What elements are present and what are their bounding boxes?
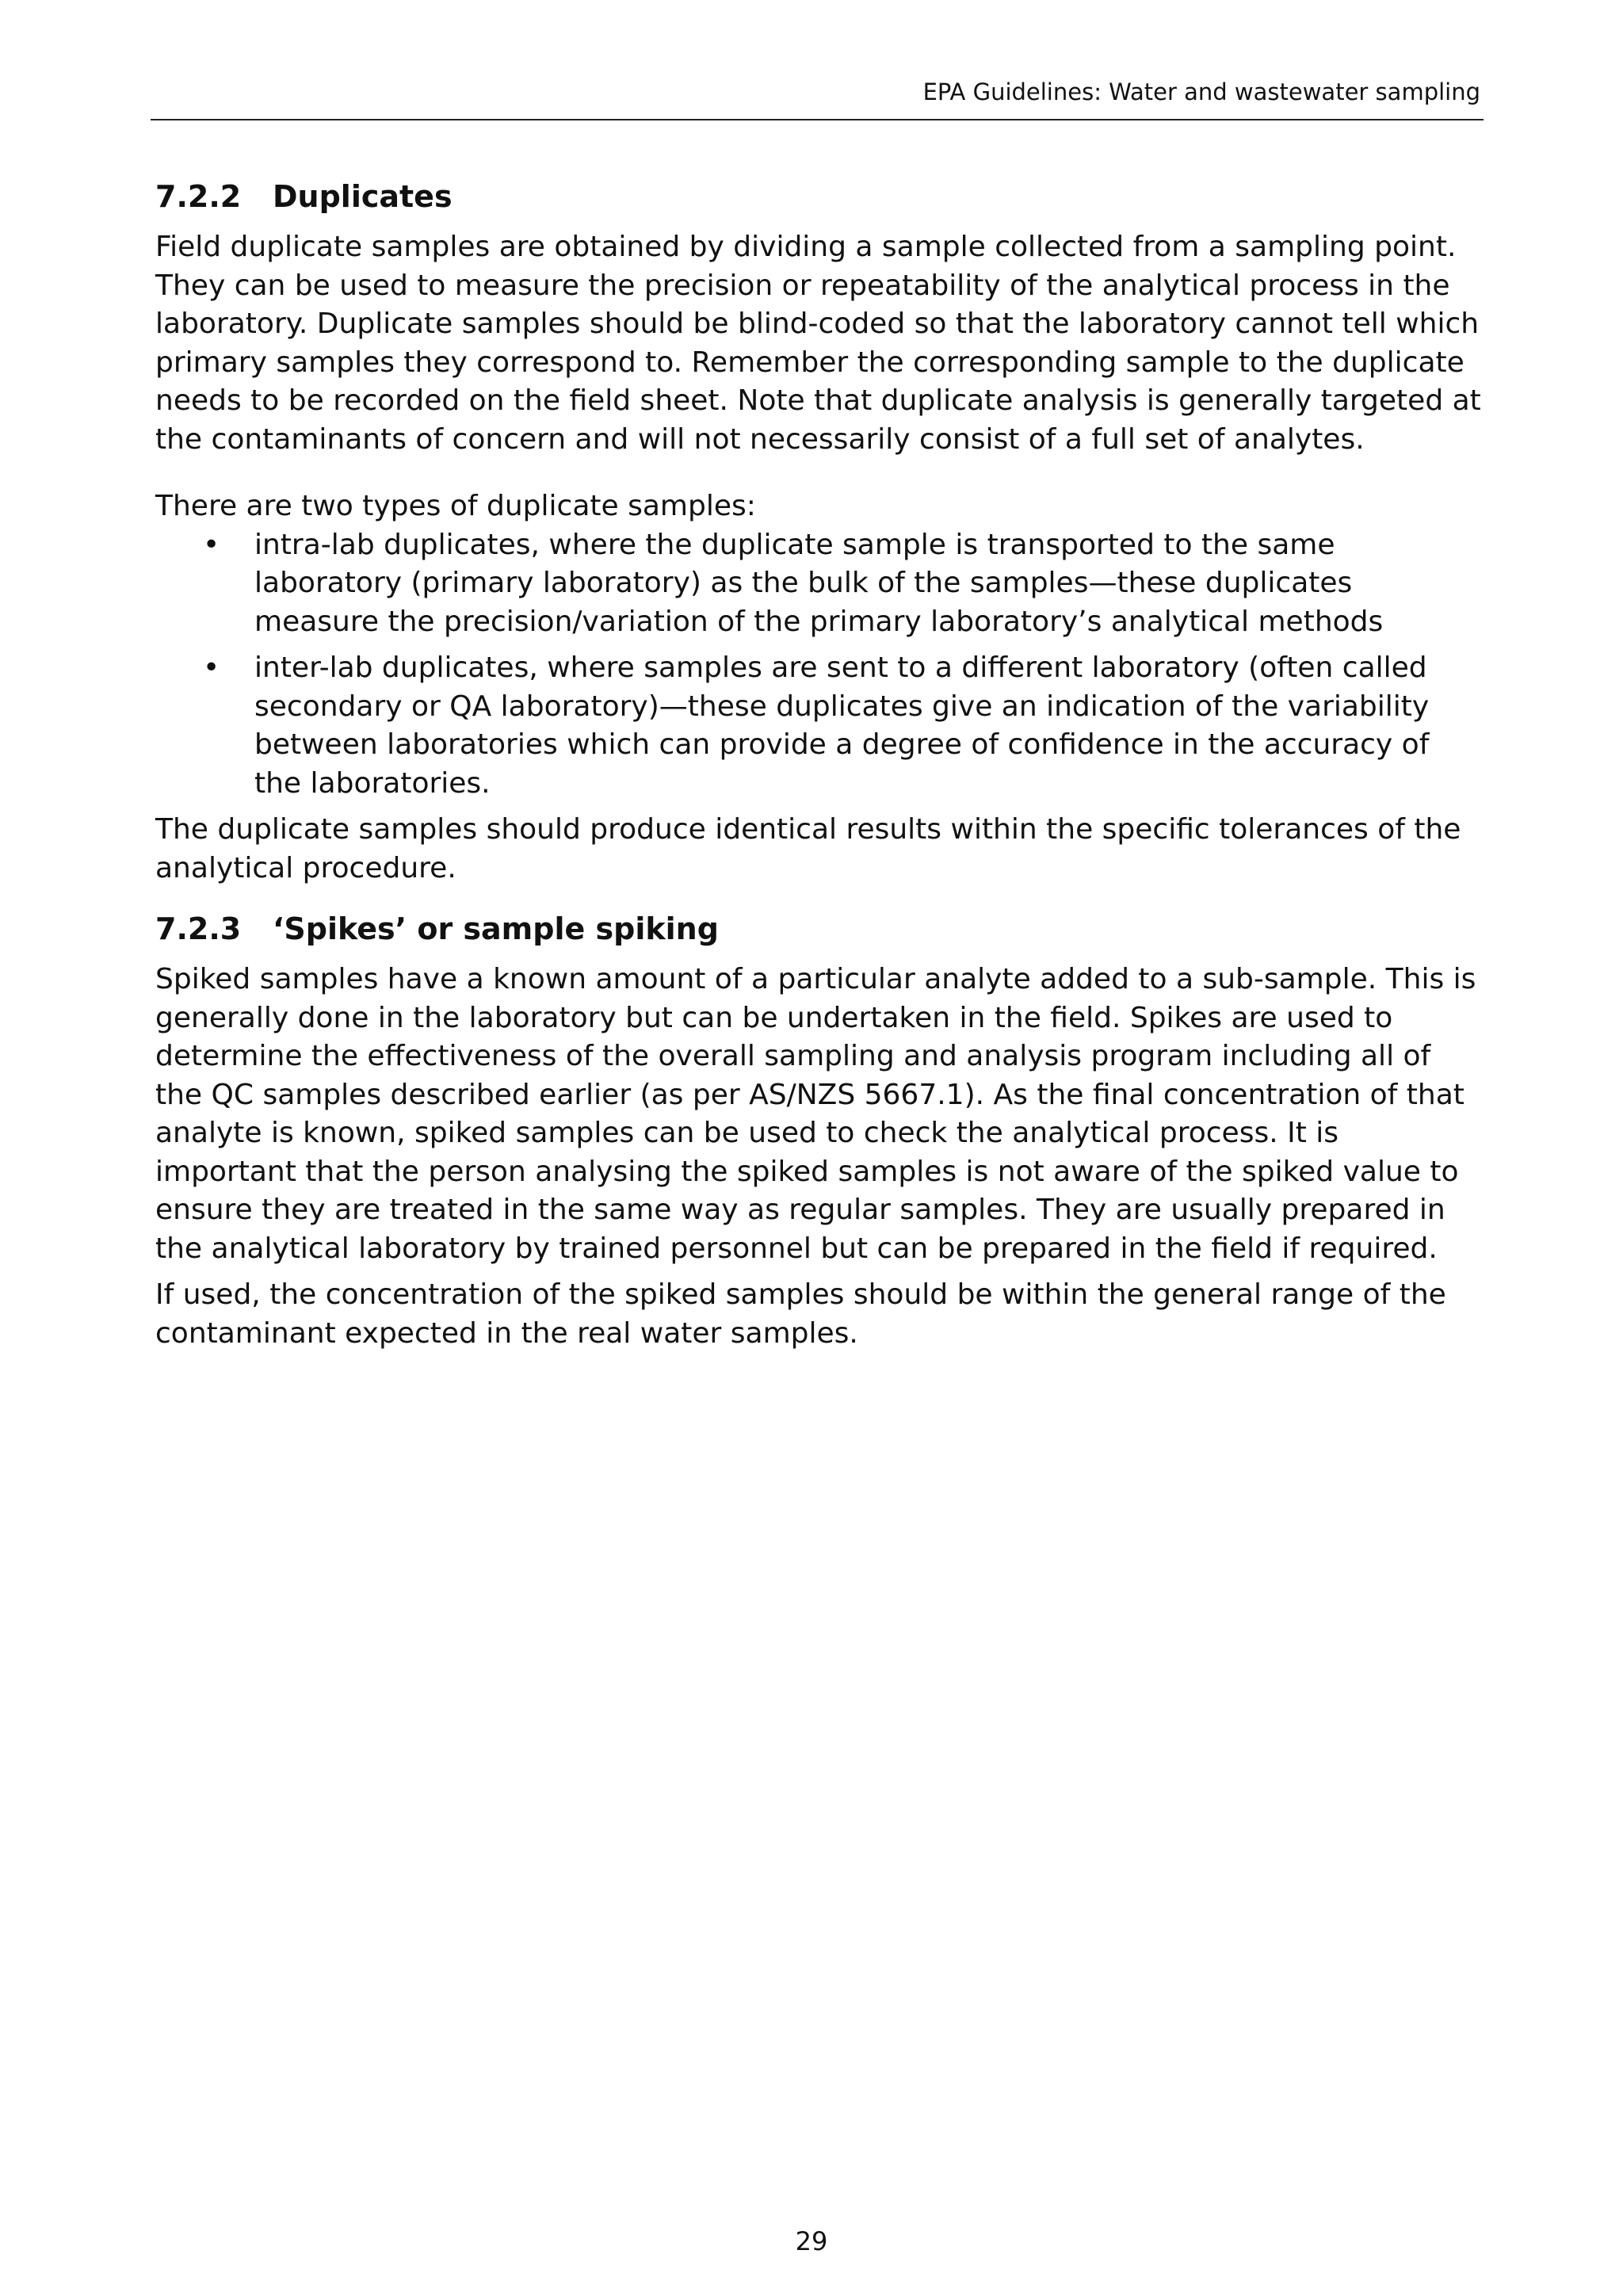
running-header-title: EPA Guidelines: Water and wastewater sampling <box>922 78 1480 105</box>
bullet-icon: • <box>203 651 220 684</box>
duplicate-types-list <box>155 526 1484 804</box>
section-title: ‘Spikes’ or sample spiking <box>273 911 719 946</box>
spikes-paragraph-2: If used, the concentration of the spiked samples should be within the general range of the contaminant expected in the real water samples. <box>155 1278 1446 1350</box>
duplicates-paragraph-1: Field duplicate samples are obtained by dividing a sample collected from a sampling point. They can be used to measure the precision or repeatability of the analytical process in the laboratory. Duplicate samples should be blind-coded so that the laboratory cannot tell which primary samples they correspond to. Remember the corresponding sample to the duplicate needs to be recorded on the field sheet. Note that duplicate analysis is generally targeted at the contaminants of concern and will not necessarily consist of a full set of analytes. <box>155 231 1481 456</box>
duplicates-list-intro: There are two types of duplicate samples: <box>155 490 756 522</box>
running-header <box>151 76 1484 120</box>
page-body <box>155 173 1484 1353</box>
list-item-text: intra-lab duplicates, where the duplicate sample is transported to the same laboratory (primary laboratory) as the bulk of the samples—these duplicates measure the precision/variation of the primary laboratory’s analytical methods <box>254 528 1384 638</box>
section-title: Duplicates <box>273 179 453 214</box>
list-item <box>155 526 1484 642</box>
section-heading-duplicates <box>155 173 1484 220</box>
page-number: 29 <box>795 2226 828 2256</box>
bullet-icon: • <box>203 528 220 561</box>
section-number: 7.2.2 <box>155 179 242 214</box>
section-heading-spikes <box>155 905 1484 953</box>
spikes-paragraph-1: Spiked samples have a known amount of a particular analyte added to a sub-sample. This is generally done in the laboratory but can be undertaken in the field. Spikes are used to determine the effectiveness of the overall sampling and analysis program including all of the QC samples described earlier (as per AS/NZS 5667.1). As the final concentration of that analyte is known, spiked samples can be used to check the analytical process. It is important that the person analysing the spiked samples is not aware of the spiked value to ensure they are treated in the same way as regular samples. They are usually prepared in the analytical laboratory by trained personnel but can be prepared in the field if required. <box>155 963 1476 1265</box>
list-item <box>155 649 1484 803</box>
duplicates-paragraph-2: The duplicate samples should produce identical results within the specific tolerances of the analytical procedure. <box>155 813 1461 884</box>
section-number: 7.2.3 <box>155 911 242 946</box>
list-item-text: inter-lab duplicates, where samples are sent to a different laboratory (often called secondary or QA laboratory)—these duplicates give an indication of the variability between laboratories which can provide a degree of confidence in the accuracy of the laboratories. <box>254 651 1430 800</box>
